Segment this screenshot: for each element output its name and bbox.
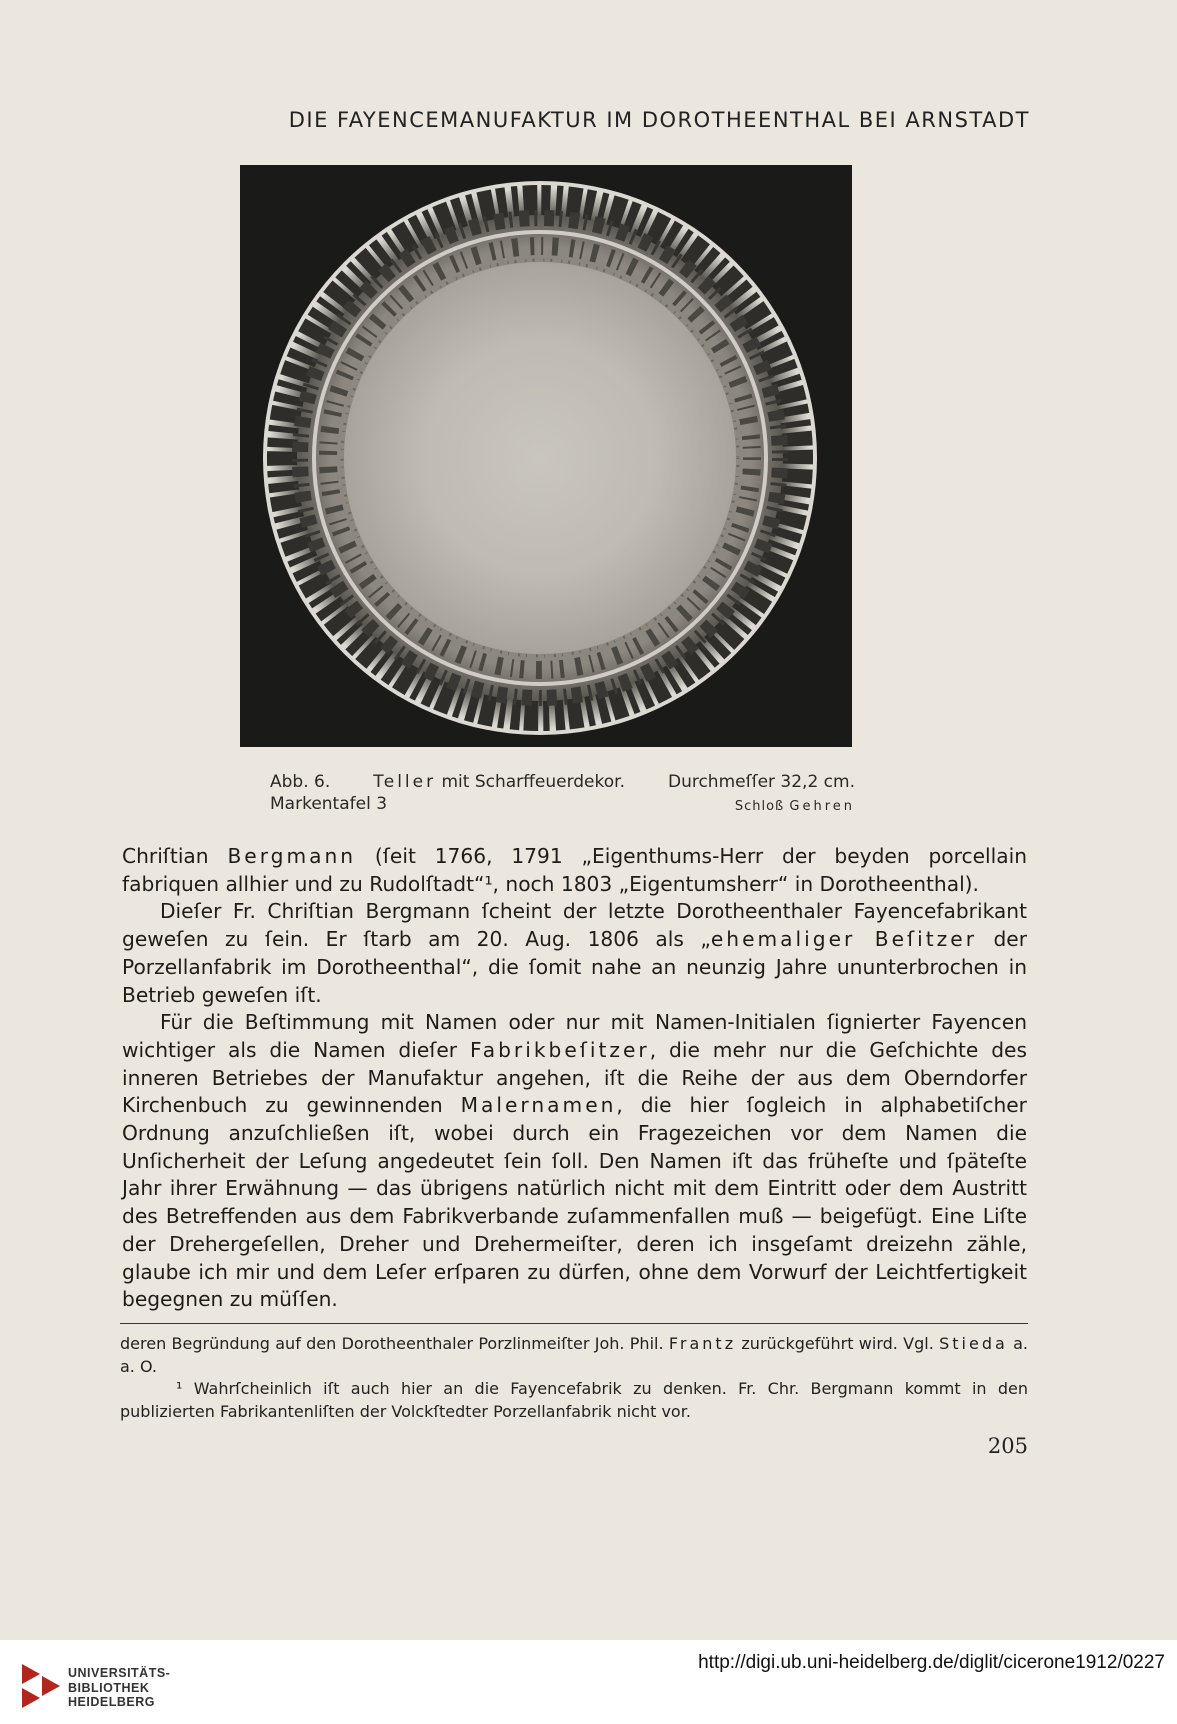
footnote-fn0	[120, 1333, 1028, 1378]
paragraph-p1	[122, 843, 1027, 898]
footnotes	[120, 1333, 1028, 1423]
footnote-divider	[120, 1323, 1028, 1324]
library-name-line1: UNIVERSITÄTS-	[68, 1666, 171, 1680]
emphasized-text: Bergmann	[227, 844, 357, 868]
source-url-link[interactable]: http://digi.ub.uni-heidelberg.de/diglit/cicerone1912/0227	[698, 1652, 1165, 1673]
emphasized-text: Malernamen	[460, 1093, 617, 1118]
text-run: deren Begründung auf den Dorotheenthaler Porzlinmeiſter Joh. Phil.	[120, 1334, 669, 1353]
text-run: der Porzellanfabrik im Dorotheenthal“, die ſomit nahe an neunzig Jahre ununterbrochen in Betrieb geweſen iſt.	[122, 927, 1028, 1007]
plate-image	[240, 165, 852, 747]
plate-photograph	[240, 165, 852, 747]
emphasized-text: Stieda	[939, 1334, 1008, 1353]
emphasized-text: Fabrikbeſitzer	[469, 1037, 650, 1062]
text-run: (ſeit 1766, 1791 „Eigenthums-Herr der beyden porcellain fabriquen allhier und zu Rudolſtadt“¹, noch 1803 „Eigentumsherr“ in Dorotheenthal).	[122, 844, 1027, 896]
text-run: ¹ Wahrſcheinlich iſt auch hier an die Fayencefabrik zu denken. Fr. Chr. Bergmann kommt in den publizierten Fabrikantenliſten der Volckſtedter Porzellanfabrik nicht vor.	[120, 1379, 1028, 1421]
emphasized-text: Frantz	[668, 1334, 737, 1353]
caption-marktable: Markentafel 3	[270, 794, 388, 814]
caption-title-rest: mit Scharffeuerdekor.	[441, 772, 625, 792]
body-text	[122, 843, 1027, 1314]
text-run: Chriſtian	[122, 844, 228, 868]
emphasized-text: ehemaliger Beſitzer	[710, 927, 977, 952]
text-run: Für die Beſtimmung mit Namen oder nur mit Namen-Initialen ſignierter Fayencen wichtiger als die Namen dieſer	[122, 1010, 1027, 1062]
caption-title: Teller	[373, 772, 437, 792]
caption-owner-name: Gehren	[789, 799, 855, 814]
text-run: Dieſer Fr. Chriſtian Bergmann ſcheint der letzte Dorotheenthaler Fayencefabrikant geweſen zu ſein. Er ſtarb am 20. Aug. 1806 als „	[122, 899, 1027, 952]
caption-figure-number: Abb. 6.	[270, 772, 331, 792]
caption-owner-prefix: Schloß	[734, 799, 785, 814]
library-crest-icon	[22, 1664, 62, 1710]
page-number: 205	[987, 1434, 1028, 1458]
figure-caption	[270, 772, 855, 814]
paragraph-p3	[122, 1009, 1027, 1314]
footnote-fn1	[120, 1378, 1028, 1423]
caption-diameter: Durchmeſſer 32,2 cm.	[667, 772, 855, 792]
library-name-line2: BIBLIOTHEK	[68, 1680, 150, 1695]
running-head: DIE FAYENCEMANUFAKTUR IM DOROTHEENTHAL BEI ARNSTADT	[288, 108, 1030, 132]
paragraph-p2	[122, 898, 1027, 1009]
text-run: , die mehr nur die Geſchichte des inneren Betriebes der Manufaktur angehen, iſt die Reihe der aus dem Oberndorfer Kirchenbuch zu gewinnenden	[122, 1037, 1027, 1118]
library-logo[interactable]	[22, 1664, 172, 1712]
text-run: , die hier ſogleich in alphabetiſcher Ordnung anzuſchließen iſt, wobei durch ein Fragezeichen vor dem Namen die Unſicherheit der Leſung angedeutet ſein ſoll. Den Namen iſt das früheſte und ſpäteſte Jahr ihrer Erwähnung — das übrigens natürlich nicht mit dem Eintritt oder dem Austritt des Betreffenden aus dem Fabrikverbande zuſammenfallen muß — beigefügt. Eine Liſte der Drehergeſellen, Dreher und Drehermeiſter, deren ich insgeſamt dreizehn zähle, glaube ich mir und dem Leſer erſparen zu dürfen, ohne dem Vorwurf der Leichtfertigkeit begegnen zu müſſen.	[122, 1093, 1027, 1312]
text-run: a. a. O.	[120, 1334, 1029, 1376]
text-run: zurückgeführt wird. Vgl.	[736, 1334, 940, 1353]
library-name-line3: HEIDELBERG	[68, 1695, 155, 1709]
